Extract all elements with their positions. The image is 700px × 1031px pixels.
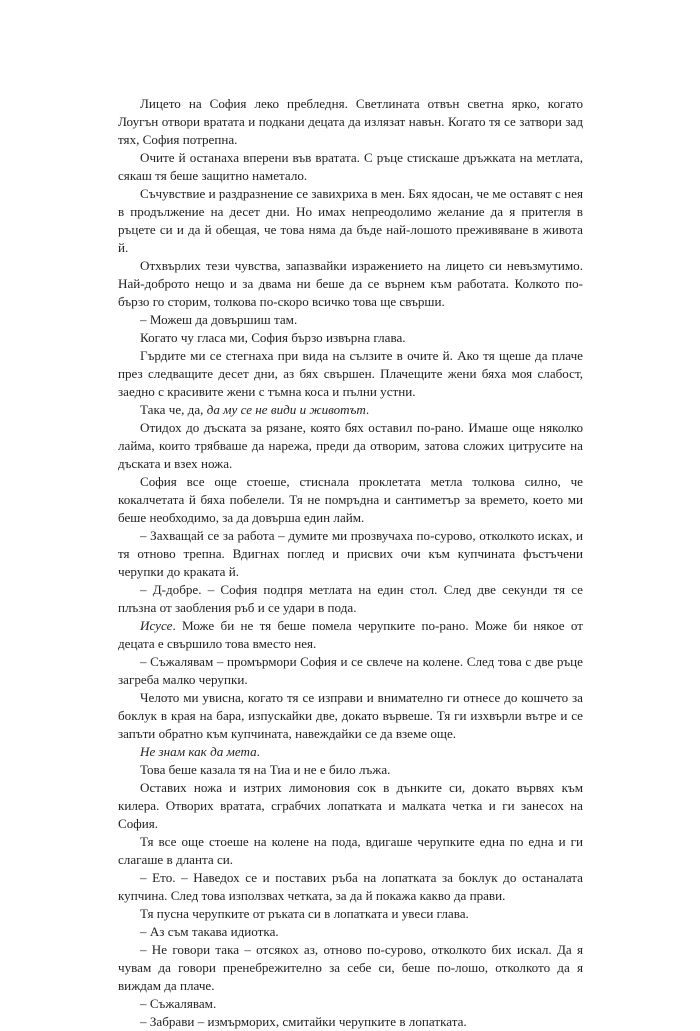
paragraph-text: – Ето. – Наведох се и поставих ръба на лопатката за боклук до останалата купчина. След това използвах четката, за да й покажа какво да прави. [118, 870, 583, 903]
paragraph-text: . [256, 744, 260, 759]
paragraph-text: Челото ми увисна, когато тя се изправи и внимателно ги отнесе до кошчето за боклук в края на бара, изпускайки две, докато вървеше. Тя ги изхвърли вътре и се запъти обратно към купчината, навеждайки се да вземе още. [118, 690, 583, 741]
dialogue-line [118, 941, 583, 995]
paragraph-text: – Д-добре. – София подпря метлата на един стол. След две секунди тя се плъзна от заобления ръб и се удари в пода. [118, 582, 583, 615]
paragraph [118, 185, 583, 257]
paragraph [118, 833, 583, 869]
paragraph-text: Това беше казала тя на Тиа и не е било лъжа. [140, 762, 391, 777]
paragraph-text: Съчувствие и раздразнение се завихриха в мен. Бях ядосан, че ме оставят с нея в продължение на десет дни. Но имах непреодолимо желание да я притегля в ръцете си и да й обещая, че това няма да бъде най-лошото преживяване в живота й. [118, 186, 583, 255]
paragraph-text: Когато чу гласа ми, София бързо извърна глава. [140, 330, 406, 345]
paragraph-text: Очите й останаха вперени във вратата. С ръце стискаше дръжката на метлата, сякаш тя беше защитно наметало. [118, 150, 583, 183]
paragraph [118, 617, 583, 653]
paragraph-text: София все още стоеше, стиснала проклетата метла толкова силно, че кокалчетата й бяха побелели. Тя не помръдна и сантиметър за времето, което ми беше необходимо, за да довърша един лайм. [118, 474, 583, 525]
paragraph-text: – Съжалявам. [140, 996, 217, 1011]
paragraph-text: Гърдите ми се стегнаха при вида на сълзите в очите й. Ако тя щеше да плаче през следващите десет дни, аз бях свършен. Плачещите жени бяха моя слабост, заедно с красивите жени с тъмна коса и пълни устни. [118, 348, 583, 399]
dialogue-line [118, 653, 583, 689]
paragraph [118, 743, 583, 761]
italic-phrase: Не знам как да мета [140, 744, 257, 759]
paragraph [118, 347, 583, 401]
italic-phrase: Исусе [140, 618, 173, 633]
dialogue-line [118, 923, 583, 941]
italic-phrase: да му се не види и животът [206, 402, 366, 417]
paragraph-text: – Аз съм такава идиотка. [140, 924, 279, 939]
document-page [118, 95, 583, 1031]
paragraph [118, 401, 583, 419]
paragraph [118, 257, 583, 311]
paragraph-text: Така че, да, [140, 402, 207, 417]
paragraph [118, 149, 583, 185]
dialogue-line [118, 581, 583, 617]
paragraph-text: – Можеш да довършиш там. [140, 312, 298, 327]
paragraph-text: . Може би не тя беше помела черупките по-рано. Може би някое от децата е свършило това вместо нея. [118, 618, 583, 651]
paragraph-text: – Забрави – измърморих, смитайки черупките в лопатката. [140, 1014, 467, 1029]
paragraph [118, 905, 583, 923]
paragraph-text: – Не говори така – отсякох аз, отново по-сурово, отколкото бих искал. Да я чувам да говори пренебрежително за себе си, беше по-лошо, отколкото да я виждам да плаче. [118, 942, 583, 993]
paragraph-text: Отхвърлих тези чувства, запазвайки изражението на лицето си невъзмутимо. Най-доброто нещо и за двама ни беше да се върнем към работата. Колкото по-бързо го сторим, толкова по-скоро всичко това ще свърши. [118, 258, 583, 309]
dialogue-line [118, 995, 583, 1013]
paragraph [118, 473, 583, 527]
paragraph [118, 329, 583, 347]
paragraph [118, 95, 583, 149]
paragraph [118, 779, 583, 833]
paragraph-text: . [365, 402, 370, 417]
paragraph [118, 419, 583, 473]
dialogue-line [118, 1013, 583, 1031]
dialogue-line [118, 869, 583, 905]
paragraph-text: Тя пусна черупките от ръката си в лопатката и увеси глава. [140, 906, 469, 921]
paragraph-text: – Съжалявам – промърмори София и се свлече на колене. След това с две ръце загреба малко черупки. [118, 654, 583, 687]
paragraph [118, 689, 583, 743]
paragraph-text: Отидох до дъската за рязане, която бях оставил по-рано. Имаше още няколко лайма, които трябваше да нарежа, преди да отворим, затова сложих цитрусите на дъската и взех ножа. [118, 420, 583, 471]
paragraph [118, 761, 583, 779]
paragraph-text: Тя все още стоеше на колене на пода, вдигаше черупките една по една и ги слагаше в дланта си. [118, 834, 583, 867]
paragraph-text: – Захващай се за работа – думите ми прозвучаха по-сурово, отколкото исках, и тя отново трепна. Вдигнах поглед и присвих очи към купчината фъстъчени черупки до краката й. [118, 528, 583, 579]
paragraph-text: Оставих ножа и изтрих лимоновия сок в дънките си, докато вървях към килера. Отворих вратата, сграбчих лопатката и малката четка и ги занесох на София. [118, 780, 583, 831]
dialogue-line [118, 527, 583, 581]
dialogue-line [118, 311, 583, 329]
paragraph-text: Лицето на София леко пребледня. Светлината отвън светна ярко, когато Лоугън отвори вратата и подкани децата да излязат навън. Когато тя се затвори зад тях, София потрепна. [118, 96, 583, 147]
